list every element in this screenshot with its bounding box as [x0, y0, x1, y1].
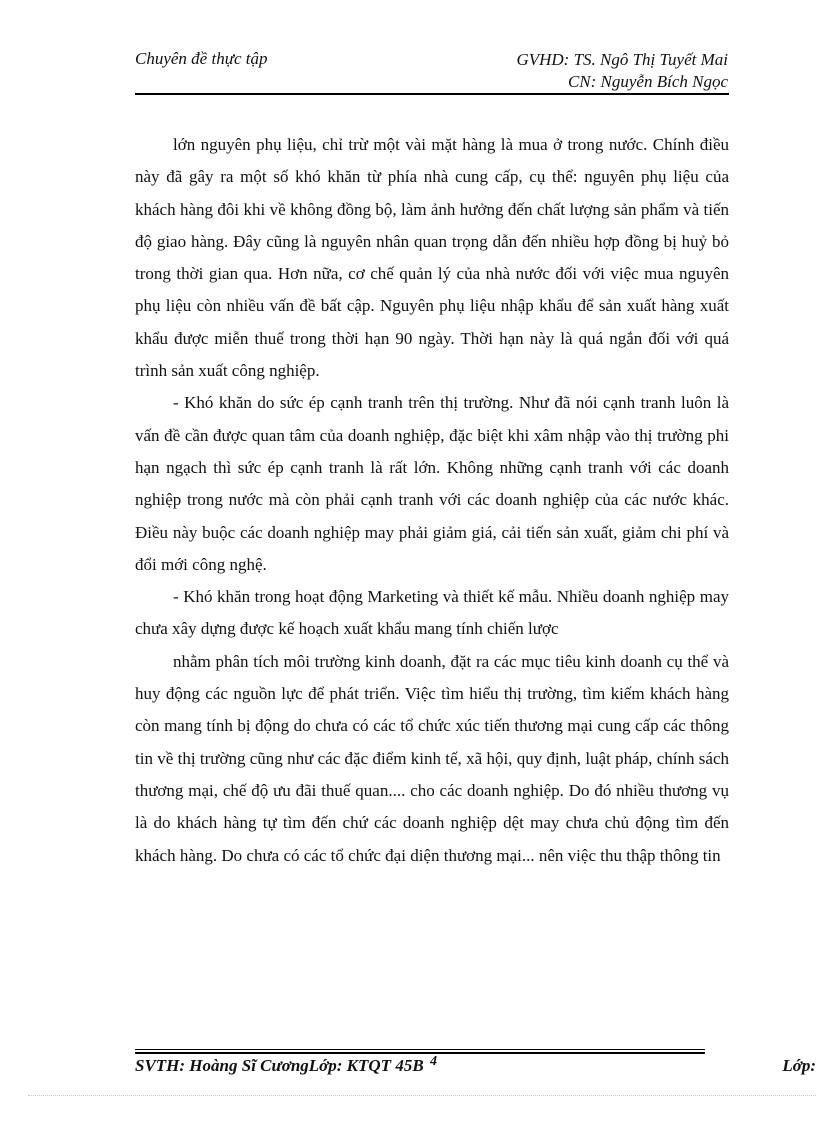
header-cn: CN: Nguyễn Bích Ngọc [567, 72, 728, 91]
paragraph-2: - Khó khăn do sức ép cạnh tranh trên thị trường. Như đã nói cạnh tranh luôn là vấn đề cần được quan tâm của doanh nghiệp, đặc biệt khi xâm nhập vào thị trường phi hạn ngạch thì sức ép cạnh tranh là rất lớn. Không những cạnh tranh với các doanh nghiệp trong nước mà còn phải cạnh tranh với các doanh nghiệp của các nước khác. Điều này buộc các doanh nghiệp may phải giảm giá, cải tiến sản xuất, giảm chi phí và đổi mới công nghệ. [135, 393, 729, 574]
footer-student: SVTH: Hoàng Sĩ CươngLớp: KTQT 45B [135, 1056, 424, 1075]
page-number: 4 [430, 1054, 437, 1069]
page-bottom-edge [28, 1095, 816, 1096]
paragraph-3: - Khó khăn trong hoạt động Marketing và thiết kế mẫu. Nhiều doanh nghiệp may chưa xây dựng được kế hoạch xuất khẩu mang tính chiến lược [135, 587, 729, 639]
footer-divider-thin [135, 1049, 705, 1050]
paragraph-1: lớn nguyên phụ liệu, chỉ trừ một vài mặt hàng là mua ở trong nước. Chính điều này đã gây ra một số khó khăn từ phía nhà cung cấp, cụ thể: nguyên phụ liệu của khách hàng đôi khi về không đồng bộ, làm ảnh hưởng đến chất lượng sản phẩm và tiến độ giao hàng. Đây cũng là nguyên nhân quan trọng dẫn đến nhiều hợp đồng bị huỷ bỏ trong thời gian qua. Hơn nữa, cơ chế quản lý của nhà nước đối với việc mua nguyên phụ liệu còn nhiều vấn đề bất cập. Nguyên phụ liệu nhập khẩu để sản xuất hàng xuất khẩu được miễn thuế trong thời hạn 90 ngày. Thời hạn này là quá ngắn đối với quá trình sản xuất công nghiệp. [135, 135, 729, 381]
footer-divider-thick [135, 1052, 705, 1054]
paragraph-4: nhằm phân tích môi trường kinh doanh, đặt ra các mục tiêu kinh doanh cụ thể và huy động các nguồn lực để phát triển. Việc tìm hiểu thị trường, tìm kiếm khách hàng còn mang tính bị động do chưa có các tổ chức xúc tiến thương mại cung cấp các thông tin về thị trường cũng như các đặc điểm kinh tế, xã hội, quy định, luật pháp, chính sách thương mại, chế độ ưu đãi thuế quan.... cho các doanh nghiệp. Do đó nhiều thương vụ là do khách hàng tự tìm đến chứ các doanh nghiệp dệt may chưa chủ động tìm đến khách hàng. Do chưa có các tổ chức đại diện thương mại... nên việc thu thập thông tin [135, 651, 729, 865]
footer-class-label: Lớp: [782, 1056, 816, 1075]
header-supervisor: GVHD: TS. Ngô Thị Tuyết Mai [516, 50, 728, 69]
header-advisors [516, 49, 728, 93]
document-body [135, 129, 729, 872]
header-divider [135, 93, 729, 95]
header-course-title: Chuyên đề thực tập [135, 49, 268, 68]
